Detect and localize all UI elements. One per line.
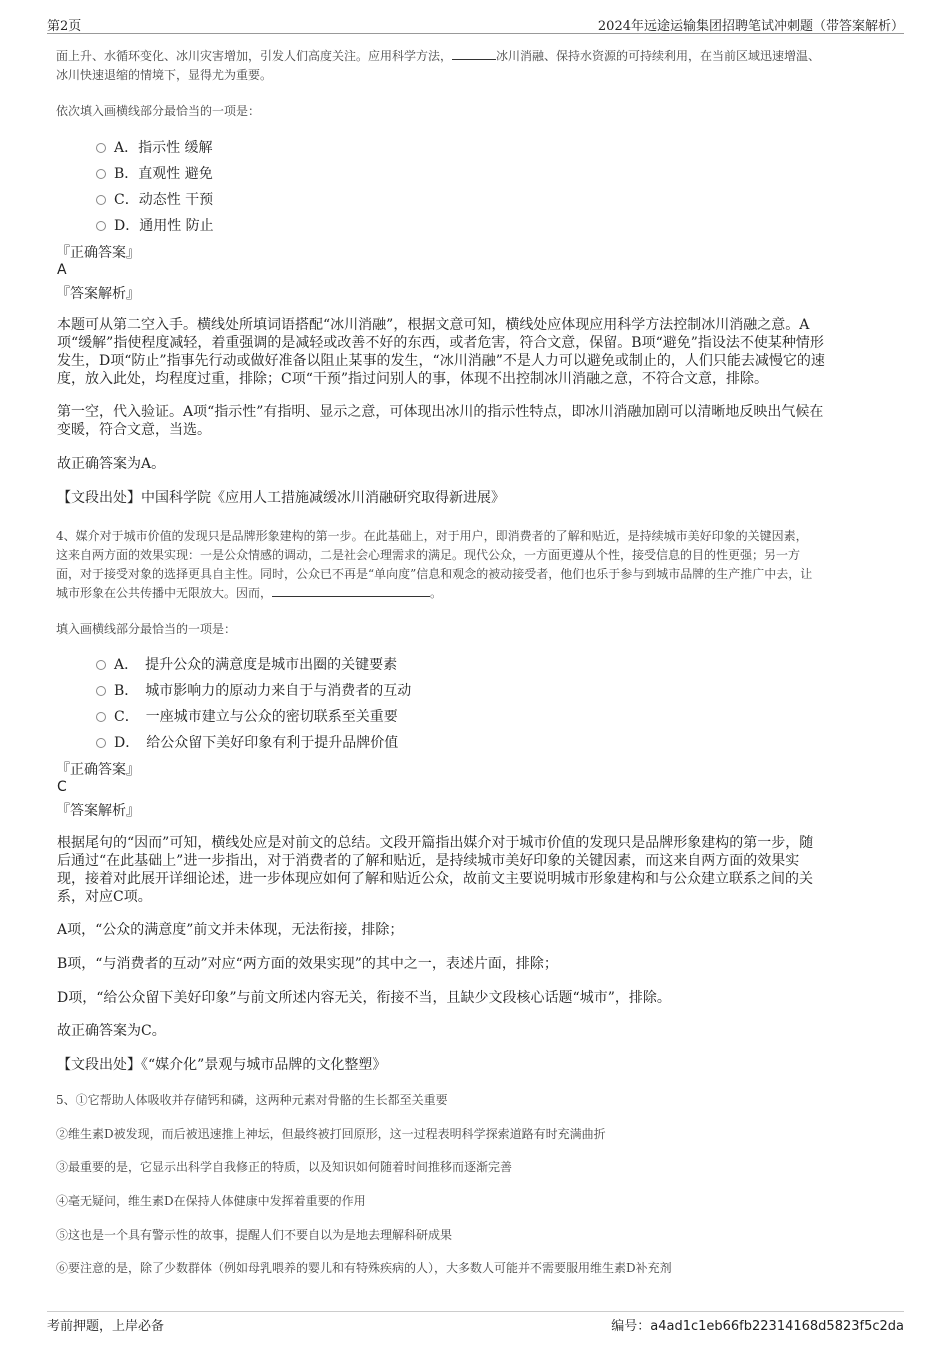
q3-passage-line1 <box>56 47 916 66</box>
q3-answer-label: 『正确答案』 <box>56 245 140 261</box>
q5-item-5: ⑤这也是一个具有警示性的故事，提醒人们不要自以为是地去理解科研成果 <box>56 1228 453 1242</box>
radio-icon[interactable] <box>96 712 106 722</box>
q3-option-b[interactable]: B．直观性 避免 <box>96 163 213 183</box>
q3-conclusion: 故正确答案为A。 <box>57 456 166 472</box>
q4-source: 【文段出处】《“媒介化”景观与城市品牌的文化整塑》 <box>57 1057 387 1073</box>
q3-prompt: 依次填入画横线部分最恰当的一项是： <box>56 104 261 118</box>
q4-prompt: 填入画横线部分最恰当的一项是： <box>56 622 237 636</box>
q5-item-1: 5、①它帮助人体吸收并存储钙和磷，这两种元素对骨骼的生长都至关重要 <box>56 1093 448 1107</box>
q3-option-c[interactable]: C．动态性 干预 <box>96 189 213 209</box>
q4-answer-label: 『正确答案』 <box>56 762 140 778</box>
q3-source: 【文段出处】中国科学院《应用人工措施减缓冰川消融研究取得新进展》 <box>57 490 505 506</box>
footer-divider <box>47 1311 904 1312</box>
page-number: 第2页 <box>47 19 82 34</box>
q5-item-2: ②维生素D被发现，而后被迅速推上神坛，但最终被打回原形，这一过程表明科学探索道路有时充满曲折 <box>56 1127 606 1141</box>
q4-answer: C <box>57 779 67 795</box>
footer-code: 编号：a4ad1c1eb66fb22314168d5823f5c2da <box>611 1319 904 1334</box>
q3-analysis-2: 第一空，代入验证。A项“指示性”有指明、显示之意，可体现出冰川的指示性特点，即冰川消融加剧可以清晰地反映出气候在 变暖，符合文意，当选。 <box>57 404 824 438</box>
q4-option-d-analysis: D项，“给公众留下美好印象”与前文所述内容无关，衔接不当，且缺少文段核心话题“城市”，排除。 <box>57 990 671 1006</box>
q3-passage-line2: 冰川快速退缩的情境下，显得尤为重要。 <box>56 68 273 82</box>
q4-analysis-label: 『答案解析』 <box>56 803 140 819</box>
radio-icon[interactable] <box>96 738 106 748</box>
q4-option-b[interactable]: B． 城市影响力的原动力来自于与消费者的互动 <box>96 680 411 700</box>
q3-analysis: 本题可从第二空入手。横线处所填词语搭配“冰川消融”，根据文意可知，横线处应体现应用科学方法控制冰川消融之意。A 项“缓解”指使程度减轻，着重强调的是减轻或改善不好的东西，或者危害，符合文意，保留。B项“避免”指设法不使某种情形 发生，D项“防止”指事先行动或做好准备以阻止某事的发生，“冰川消融”不是人力可以避免或制止的，人们只能去减慢它的速 度，放入此处，均程度过重，排除；C项“干预”指过问别人的事，体现不出控制冰川消融之意，不符合文意，排除。 <box>57 317 825 387</box>
footer-slogan: 考前押题，上岸必备 <box>47 1319 165 1334</box>
q3-passage-part-b: 冰川消融、保持水资源的可持续利用，在当前区域迅速增温、 <box>496 49 821 63</box>
q4-option-a[interactable]: A． 提升公众的满意度是城市出圈的关键要素 <box>96 654 397 674</box>
header-divider <box>47 33 904 34</box>
radio-icon[interactable] <box>96 686 106 696</box>
q4-blank <box>272 584 430 597</box>
q3-analysis-label: 『答案解析』 <box>56 286 140 302</box>
q4-option-a-analysis: A项，“公众的满意度”前文并未体现，无法衔接，排除； <box>57 922 404 938</box>
q4-passage: 4、媒介对于城市价值的发现只是品牌形象建构的第一步。在此基础上，对于用户，即消费者的了解和贴近，是持续城市美好印象的关键因素， 这来自两方面的效果实现：一是公众情感的调动，二是社会心理需求的满足。现代公众，一方面更遵从个性，接受信息的目的性更强；另一方 面，对于接受对象的选择更具自主性。同时，公众已不再是“单向度”信息和观念的被动接受者，他们也乐于参与到城市品牌的生产推广中去，让 城市形象在公共传播中无限放大。因而， 。 <box>56 527 812 603</box>
radio-icon[interactable] <box>96 143 106 153</box>
q5-item-4: ④毫无疑问，维生素D在保持人体健康中发挥着重要的作用 <box>56 1194 366 1208</box>
q4-passage-last-line: 城市形象在公共传播中无限放大。因而， 。 <box>56 586 443 600</box>
q3-passage-part-a: 面上升、水循环变化、冰川灾害增加，引发人们高度关注。应用科学方法， <box>56 49 453 63</box>
radio-icon[interactable] <box>96 660 106 670</box>
q5-item-3: ③最重要的是，它显示出科学自我修正的特质，以及知识如何随着时间推移而逐渐完善 <box>56 1160 513 1174</box>
q3-option-a[interactable]: A．指示性 缓解 <box>96 137 213 157</box>
q4-analysis: 根据尾句的“因而”可知，横线处应是对前文的总结。文段开篇指出媒介对于城市价值的发现只是品牌形象建构的第一步，随 后通过“在此基础上”进一步指出，对于消费者的了解和贴近，是持续城市美好印象的关键因素，而这来自两方面的效果实 现，接着对此展开详细论述，进一步体现应如何了解和贴近公众，故前文主要说明城市形象建构和与公众建立联系之间的关 系，对应C项。 <box>57 835 814 905</box>
radio-icon[interactable] <box>96 221 106 231</box>
q4-option-d[interactable]: D． 给公众留下美好印象有利于提升品牌价值 <box>96 732 398 752</box>
q4-option-b-analysis: B项，“与消费者的互动”对应“两方面的效果实现”的其中之一，表述片面，排除； <box>57 956 558 972</box>
q3-option-d[interactable]: D．通用性 防止 <box>96 215 214 235</box>
radio-icon[interactable] <box>96 195 106 205</box>
q4-conclusion: 故正确答案为C。 <box>57 1023 166 1039</box>
q4-option-c[interactable]: C． 一座城市建立与公众的密切联系至关重要 <box>96 706 398 726</box>
radio-icon[interactable] <box>96 169 106 179</box>
q5-item-6: ⑥要注意的是，除了少数群体（例如母乳喂养的婴儿和有特殊疾病的人），大多数人可能并不需要服用维生素D补充剂 <box>56 1261 672 1275</box>
q3-blank <box>452 47 496 60</box>
q3-answer: A <box>57 262 67 278</box>
document-title: 2024年远途运输集团招聘笔试冲刺题（带答案解析） <box>597 19 904 34</box>
